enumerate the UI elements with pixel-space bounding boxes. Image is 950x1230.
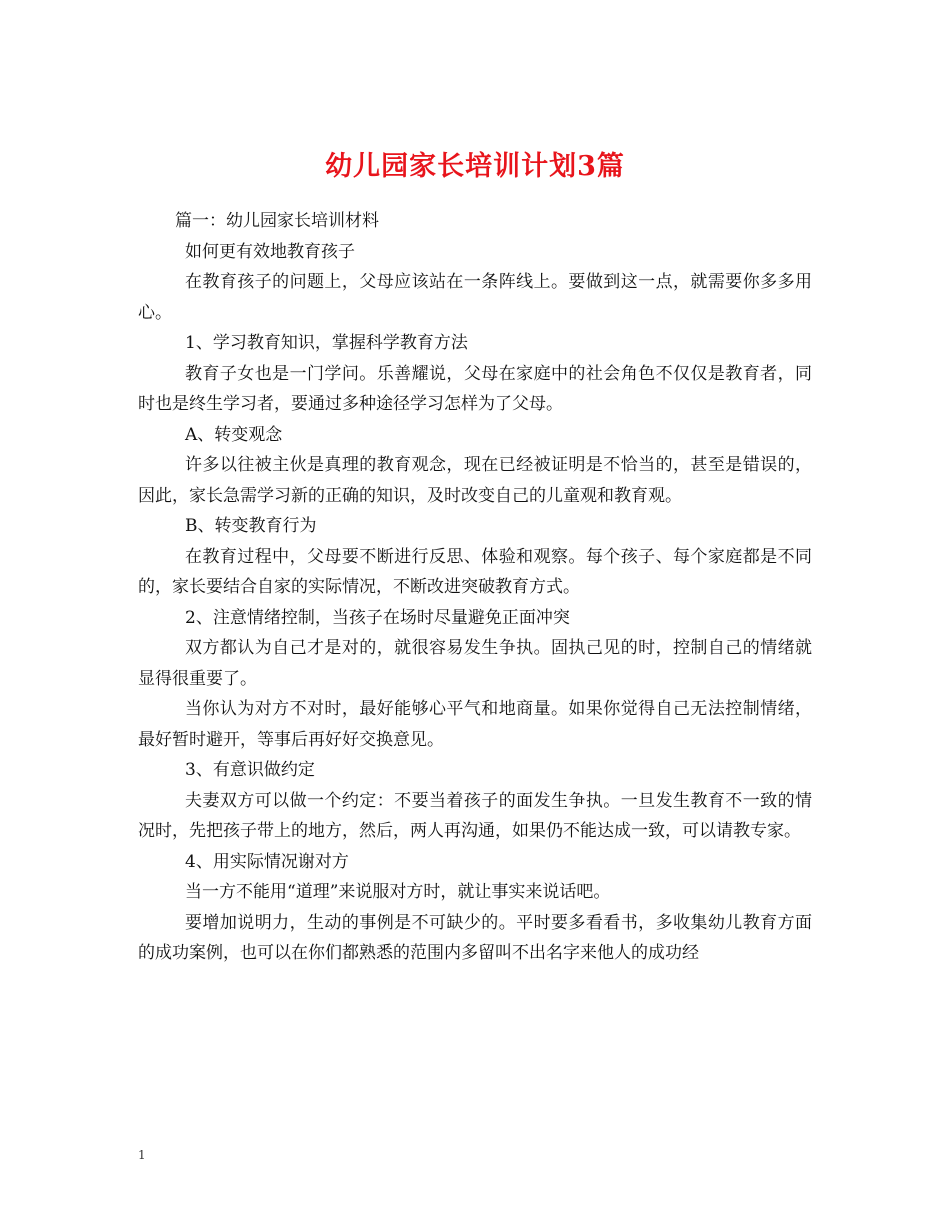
paragraph: 夫妻双方可以做一个约定：不要当着孩子的面发生争执。一旦发生教育不一致的情况时，先把孩子带上的地方，然后，两人再沟通，如果仍不能达成一致，可以请教专家。: [138, 790, 812, 841]
paragraph: 4、用实际情况谢对方: [185, 851, 349, 872]
paragraph: 双方都认为自己才是对的，就很容易发生争执。固执己见的时，控制自己的情绪就显得很重要了。: [138, 638, 812, 689]
paragraph: 在教育过程中，父母要不断进行反思、体验和观察。每个孩子、每个家庭都是不同的，家长要结合自家的实际情况，不断改进突破教育方式。: [138, 546, 812, 597]
document-title: 幼儿园家长培训计划3篇: [325, 151, 625, 183]
paragraph: 篇一：幼儿园家长培训材料: [175, 211, 379, 231]
paragraph: 当一方不能用“道理”来说服对方时，就让事实来说话吧。: [185, 882, 611, 902]
paragraph: 如何更有效地教育孩子: [185, 241, 355, 262]
paragraph: 2、注意情绪控制，当孩子在场时尽量避免正面冲突: [185, 607, 570, 628]
paragraph: B、转变教育行为: [185, 516, 317, 536]
paragraph: 要增加说明力，生动的事例是不可缺少的。平时要多看看书，多收集幼儿教育方面的成功案例，也可以在你们都熟悉的范围内多留叫不出名字来他人的成功经: [138, 912, 812, 963]
paragraph: A、转变观念: [185, 424, 283, 445]
paragraph: 1、学习教育知识，掌握科学教育方法: [185, 333, 468, 353]
paragraph: 3、有意识做约定: [185, 760, 315, 780]
document-body: [138, 206, 812, 969]
paragraph: 在教育孩子的问题上，父母应该站在一条阵线上。要做到这一点，就需要你多多用心。: [138, 272, 812, 323]
paragraph: 当你认为对方不对时，最好能够心平气和地商量。如果你觉得自己无法控制情绪，最好暂时避开，等事后再好好交换意见。: [138, 699, 812, 750]
page-number: 1: [138, 1148, 146, 1162]
paragraph: 教育子女也是一门学问。乐善耀说，父母在家庭中的社会角色不仅仅是教育者，同时也是终生学习者，要通过多种途径学习怎样为了父母。: [138, 363, 812, 414]
paragraph: 许多以往被主伙是真理的教育观念，现在已经被证明是不恰当的，甚至是错误的，因此，家长急需学习新的正确的知识，及时改变自己的儿童观和教育观。: [138, 455, 812, 506]
